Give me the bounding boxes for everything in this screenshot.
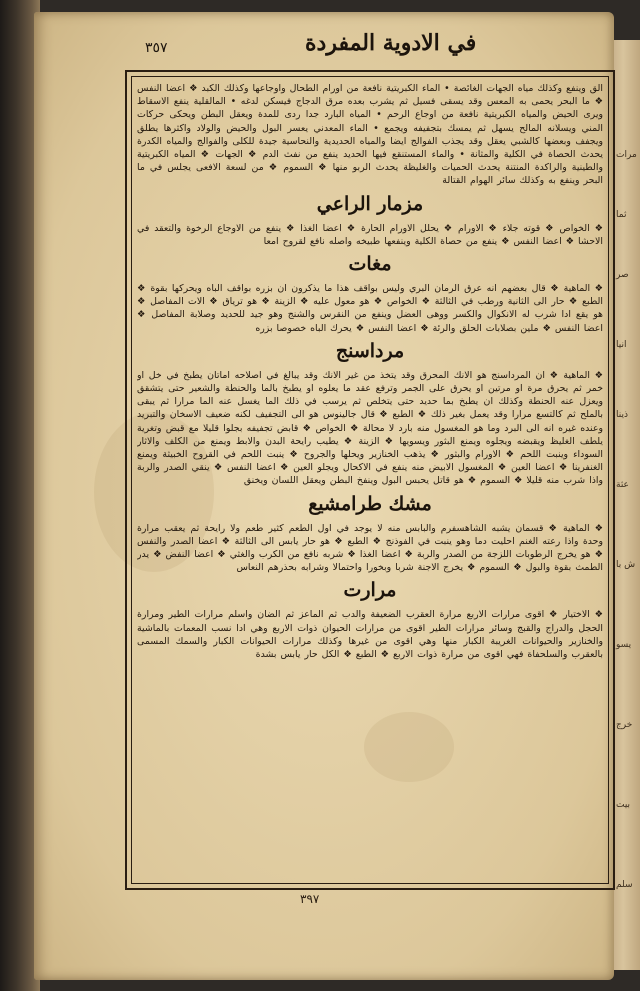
edge-text: انيا <box>616 340 627 350</box>
edge-text: ذينا <box>616 410 628 420</box>
edge-text: عثة <box>616 480 629 490</box>
edge-text: صر <box>616 270 629 280</box>
footer-number: ٣٩٧ <box>300 892 320 906</box>
page-number: ٣٥٧ <box>145 40 168 56</box>
edge-text: ثما <box>616 210 627 220</box>
next-page-edge <box>612 40 640 970</box>
entry-heading: مزمار الراعي <box>316 192 424 215</box>
edge-text: بيت <box>616 800 631 810</box>
entry-heading: مرارت <box>343 579 397 602</box>
entry-heading: مغات <box>348 253 392 276</box>
entry-text: الق وينفع وكذلك مياه الجهات الغائصة • الماء الكبريتية نافعة من اورام الطحال واوجاعها وكذلك الكبد ❖ اعضا النفس ❖ ما البحر يحمى به المعس وقد يسقى فسيل ثم يشرب بعده مرق الدجاج فيسكن لدغه • المالقلية ينفع الاسقاط ويرى الحيض والمياه الكبريتية نافعة من اوجاع الرحم • المياه البارد جدا ردى للمدة ويعقل البطن ويحكى حركات المني ويسلانه المالح يسهل ثم يمسك بتجفيفه ويجمع • الماء المعدني يعسر البول والحيض والولاد واكثرها يطلق ويجفف وبعضها كالشبي يعقل وقد يجذب الفوالج ايضا والمياه الحديدية والنحاسية جيدة للكلى والفوالج والمياه الكدرة يحدث الحصاة في الكلية والمثانة • والماء المستنقع فيها الحديد ينفع من نفث الدم ❖ الجهات ❖ المياه الكبريتية والطينية والراكدة المنتنة يحدث الحميات والغليظة يحدث الربو منها ❖ السموم ❖ من لسعة الافعى يجلس في ما البحر وينفع به وكذلك سائر الهوام القتالة <box>137 83 603 187</box>
edge-text: مرات <box>616 150 637 160</box>
edge-text: خرج <box>616 720 633 730</box>
entry-text: ❖ الماهية ❖ قسمان يشبه الشاهسفرم والبابس منه لا يوجد في اول الطعم كثير طعم ولا رايحة ثم يعقب مرارة وحدة واذا رعته الغنم احليت دما وهو ينبت في الفوذنج ❖ الطبع ❖ هو حار يابس الى الثالثة ❖ اعضا الصدر والنفس ❖ هو يخرج الرطوبات اللزجة من الصدر والربة ❖ اعضا الغذا ❖ شربه نافع من الكرب والغثي ❖ اعضا النفض ❖ يدر الطمث بقوة والبول ❖ السموم ❖ يخرج الاجنة شربا وبخورا واحتمالا وشرابه بحذرهم النعاس <box>137 522 603 574</box>
page-title: في الادوية المفردة <box>305 30 477 56</box>
page-header <box>125 30 615 66</box>
entry-text: ❖ الماهية ❖ قال بعضهم انه عرق الرمان البري وليس بواقف هذا ما يذكرون ان بزره بواقف الباه ويحركها بقوة ❖ الطبع ❖ حار الى الثانية ورطب في الثالثة ❖ الخواص ❖ هو معول عليه ❖ الزينة ❖ هو ترياق ❖ الات المفاصل ❖ هو يقع ادا شرب له الانكوال والكسر ووهى العضل وينفع من النقرس والشنج وهو جيد للحديد وصلابة المفاصل ❖ اعضا النفس ❖ ملين بصلابات الحلق والرئة ❖ اعضا النفس ❖ يحرك الباه خصوصا بزره <box>137 283 603 334</box>
edge-text: يسو <box>616 640 632 650</box>
page-body <box>137 82 603 882</box>
entry-heading: مرداسنج <box>335 339 405 362</box>
entry-text: ❖ الماهية ❖ ان المرداسنج هو الانك المحرق وقد يتخذ من غير الانك وقد يبالغ في اصلاحه اماتان يطبخ في خل او خمر ثم يحرق مرة او مرتين او يحرق على الجمر وترفع عقد ما يعلوه او يطبخ بالما والحنطة والشعير حتى يتشقق ويعزل عنه الحنطة وكذلك ان يطبخ بما حديد حتى يتخلص ثم يرسب في ذلك الما يغسل عنه الما مرارا ثم يبقى بالملح ثم كالتسع مرارا وقد يعمل بغير ذلك ❖ الطبع ❖ قال جالينوس هو الى التجفيف لكنه ضعيف الاسخان والتبريد وعنده غيره انه الى البرد وما هو المغسول منه بارد لا محالة ❖ الخواص ❖ قابض تجفيفه بجلوا قليلا مع قبض وتغرية يلطف الغليظ ويقبضه ويجلوه ويمنع البثور ويسويها ❖ الزينة ❖ يطيب رايحة البدن والابط ويمنع من الكلف والاثار السوداء وينبت اللحم ❖ الاورام والبثور ❖ يذهب الخنازير ويحلها والجروح ❖ ينبت اللحم في القروح الخبيثة ويمنع الغنفرينا ❖ اعضا العين ❖ المغسول الابيض منه ينفع في الاكحال ويجلو العين ❖ اعضا النفس ❖ ينقي الصدر والربة واذا شرب منه قليلا ❖ السموم ❖ هو قاتل يحبس البول وينفخ البطن ويعقل اللسان ويخنق <box>137 369 603 487</box>
edge-text: ش با <box>616 560 636 570</box>
entry-text: ❖ الخواص ❖ قوته جلاء ❖ الاورام ❖ يحلل الاورام الحارة ❖ اعضا الغذا ❖ ينفع من الاوجاع الرخوة والتعقد في الاحشا ❖ اعضا النفس ❖ ينفع من حصاة الكلية وينفعها طبيخه واصله نافع لقروح امعا <box>137 222 603 247</box>
entry-heading: مشك طرامشيع <box>308 492 432 515</box>
entry-text: ❖ الاختيار ❖ اقوى مرارات الاربع مرارة العقرب الضعيفة والدب ثم الماعز ثم الضان واسلم مرارات الطير ومرارة الحجل والدراج والقبج وسائر مرارات الطير اقوى من مرارات الحيوان ذوات الاربع وهي ادا نسب المعمات بالماشية والخنازير والحيوانات الغريبة الكبار منها وهي اقوى من غيرها وكذلك مرارات الحيوانات الكبار والسمك المسمى بالعقرب والسلحفاة فهي اقوى من مرارة ذوات الاربع ❖ الطبع ❖ الكل حار يابس بشدة <box>137 609 603 661</box>
edge-text: سلم <box>616 880 633 890</box>
